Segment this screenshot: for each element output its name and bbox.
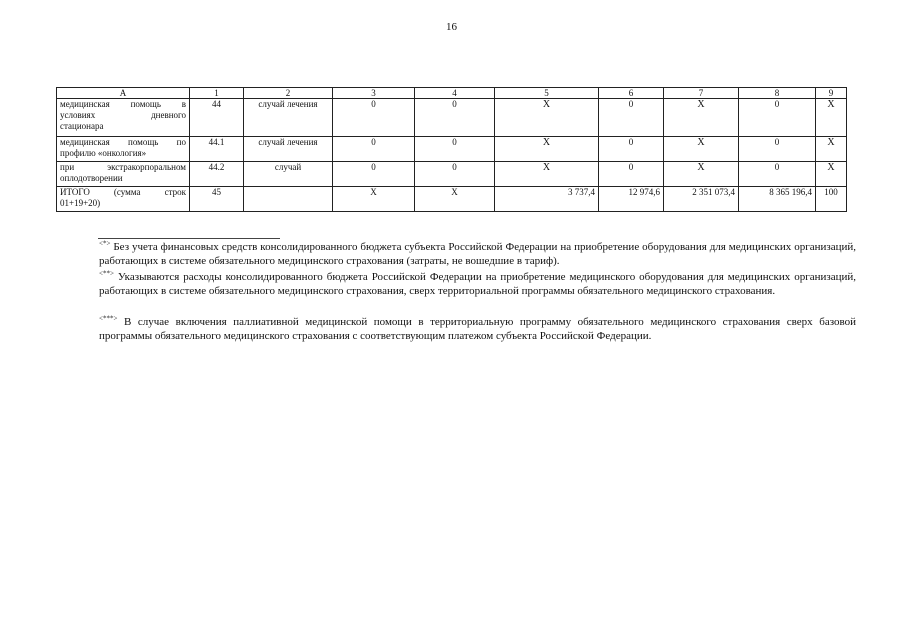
table-cell: Х	[333, 187, 415, 212]
table-cell: Х	[816, 162, 847, 187]
column-header: 6	[599, 88, 664, 99]
table-cell: 0	[599, 162, 664, 187]
table-cell	[244, 187, 333, 212]
table-cell: Х	[816, 137, 847, 162]
table-cell: 45	[190, 187, 244, 212]
footnote	[59, 270, 856, 298]
table-cell: 0	[599, 137, 664, 162]
footnote-mark: <*>	[99, 239, 111, 248]
table-cell: Х	[495, 99, 599, 137]
footnote-text: В случае включения паллиативной медицинской помощи в территориальную программу обязательного медицинского страхования сверх базовой программы обязательного медицинского страхования с соответствующим платежом субъекта Российской Федерации.	[99, 316, 857, 342]
table-cell: 2 351 073,4	[664, 187, 739, 212]
table-cell: случай лечения	[244, 99, 333, 137]
expenditure-table	[56, 87, 847, 212]
table-cell: случай	[244, 162, 333, 187]
table-cell: 44.2	[190, 162, 244, 187]
column-header: 9	[816, 88, 847, 99]
table-cell: 0	[739, 99, 816, 137]
footnote-text: Указываются расходы консолидированного бюджета Российской Федерации на приобретение медицинского оборудования для медицинских организаций, работающих в системе обязательного медицинского страхования, сверх территориальной программы обязательного медицинского страхования.	[99, 271, 856, 297]
table-cell: 0	[739, 162, 816, 187]
row-label: при экстракорпоральном оплодотворении	[57, 162, 190, 187]
row-label: ИТОГО (сумма строк 01+19+20)	[57, 187, 190, 212]
footnote-text: Без учета финансовых средств консолидированного бюджета субъекта Российской Федерации на приобретение оборудования для медицинских организаций, работающих в системе обязательного медицинского страхования (затраты, не вошедшие в тариф).	[99, 241, 856, 267]
column-header: 1	[190, 88, 244, 99]
table-row	[57, 99, 847, 137]
table-cell: 44.1	[190, 137, 244, 162]
footnote-mark: <**>	[99, 269, 114, 278]
row-label: медицинская помощь в условиях дневного стационара	[57, 99, 190, 137]
footnote-separator	[98, 238, 280, 239]
table-cell: 8 365 196,4	[739, 187, 816, 212]
column-header: 4	[415, 88, 495, 99]
table-cell: 0	[333, 137, 415, 162]
column-header: А	[57, 88, 190, 99]
table-cell: Х	[664, 162, 739, 187]
table-cell: 0	[599, 99, 664, 137]
table-cell: Х	[816, 99, 847, 137]
table-cell: Х	[664, 137, 739, 162]
column-header: 8	[739, 88, 816, 99]
footnote	[59, 315, 856, 343]
table-cell: 0	[333, 99, 415, 137]
column-header: 7	[664, 88, 739, 99]
table-cell: 0	[739, 137, 816, 162]
table-cell: Х	[415, 187, 495, 212]
table-cell: 0	[333, 162, 415, 187]
table-cell: 0	[415, 162, 495, 187]
table-cell: 3 737,4	[495, 187, 599, 212]
page-number: 16	[446, 21, 457, 33]
table-cell: 0	[415, 137, 495, 162]
table-cell: 12 974,6	[599, 187, 664, 212]
table-cell: 100	[816, 187, 847, 212]
table-row-total	[57, 187, 847, 212]
column-header: 5	[495, 88, 599, 99]
table-row	[57, 137, 847, 162]
footnote	[59, 240, 856, 268]
table-cell: Х	[495, 137, 599, 162]
table-cell: 44	[190, 99, 244, 137]
column-header: 2	[244, 88, 333, 99]
table-row	[57, 162, 847, 187]
table-cell: 0	[415, 99, 495, 137]
row-label: медицинская помощь по профилю «онкология»	[57, 137, 190, 162]
table-cell: случай лечения	[244, 137, 333, 162]
column-header: 3	[333, 88, 415, 99]
table-cell: Х	[495, 162, 599, 187]
footnote-mark: <***>	[99, 314, 118, 323]
table-cell: Х	[664, 99, 739, 137]
table-header-row	[57, 88, 847, 99]
